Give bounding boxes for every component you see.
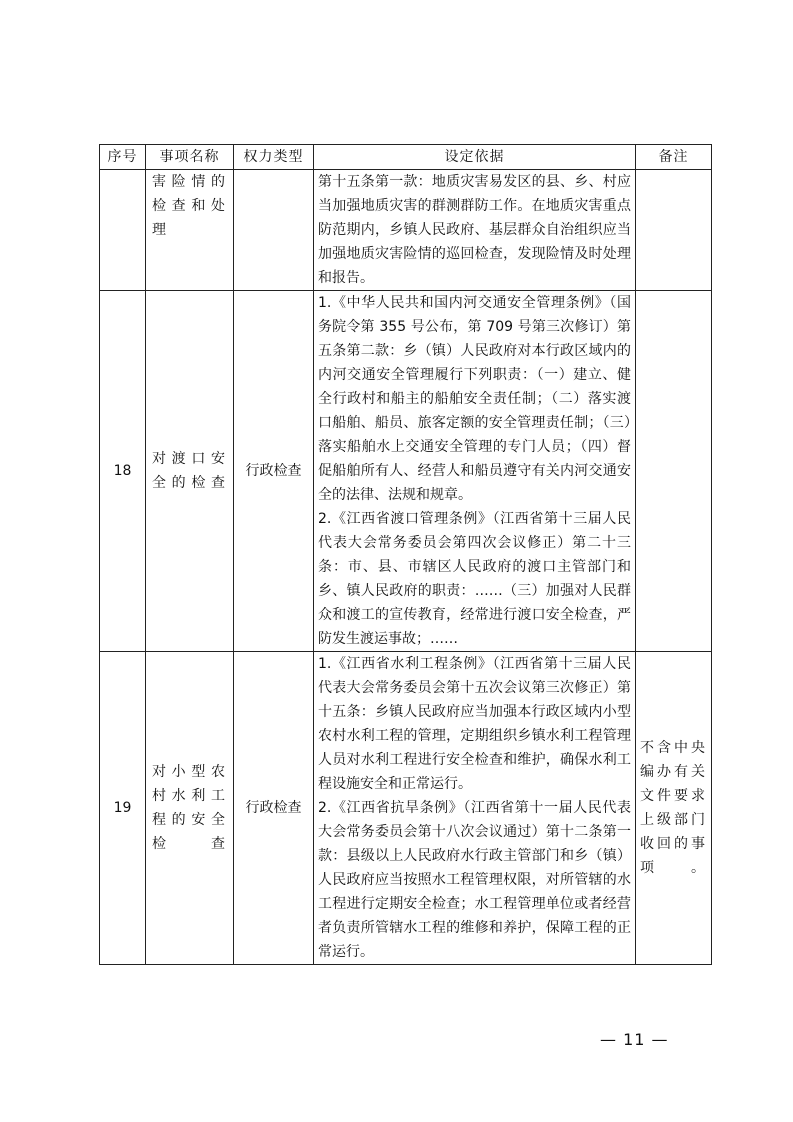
basis-paragraph: 1.《中华人民共和国内河交通安全管理条例》（国务院令第 355 号公布，第 709 号第三次修订）第五条第二款：乡（镇）人民政府对本行政区域内的内河交通安全管理履行下列职责：（一）建立、健全行政村和船主的船舶安全责任制；（二）落实渡口船舶、船员、旅客定额的安全管理责任制；（三）落实船舶水上交通安全管理的专门人员；（四）督促船舶所有人、经营人和船员遵守有关内河交通安全的法律、法规和规章。 [318,295,631,503]
remark: 不含中央编办有关文件要求上级部门收回的事项。 [636,652,712,965]
header-name: 事项名称 [146,145,234,170]
legal-basis [314,652,636,965]
remark [636,170,712,291]
table-row [100,170,712,291]
page-number: — 11 — [600,1030,669,1049]
item-name: 对小型农村水利工程的安全检查 [146,652,234,965]
header-row [100,145,712,170]
basis-paragraph: 1.《江西省水利工程条例》（江西省第十三届人民代表大会常务委员会第十五次会议第三次修正）第十五条：乡镇人民政府应当加强本行政区域内小型农村水利工程的管理，定期组织乡镇水利工程管理人员对水利工程进行安全检查和维护，确保水利工程设施安全和正常运行。 [318,656,631,792]
item-name: 害险情的检查和处理 [146,170,234,291]
header-no: 序号 [100,145,146,170]
power-list-table [99,144,712,965]
header-type: 权力类型 [234,145,314,170]
power-type: 行政检查 [234,291,314,652]
item-name: 对渡口安全的检查 [146,291,234,652]
table-row [100,652,712,965]
row-number: 18 [100,291,146,652]
basis-paragraph: 2.《江西省渡口管理条例》（江西省第十三届人民代表大会常务委员会第四次会议修正）第二十三条：市、县、市辖区人民政府的渡口主管部门和乡、镇人民政府的职责：……（三）加强对人民群众和渡工的宣传教育，经常进行渡口安全检查，严防发生渡运事故；…… [318,511,631,647]
row-number: 19 [100,652,146,965]
remark [636,291,712,652]
row-number [100,170,146,291]
power-type: 行政检查 [234,652,314,965]
basis-paragraph: 第十五条第一款：地质灾害易发区的县、乡、村应当加强地质灾害的群测群防工作。在地质灾害重点防范期内，乡镇人民政府、基层群众自治组织应当加强地质灾害险情的巡回检查，发现险情及时处理和报告。 [318,174,631,286]
legal-basis [314,170,636,291]
legal-basis [314,291,636,652]
power-type [234,170,314,291]
header-note: 备注 [636,145,712,170]
table-row [100,291,712,652]
basis-paragraph: 2.《江西省抗旱条例》（江西省第十一届人民代表大会常务委员会第十八次会议通过）第十二条第一款：县级以上人民政府水行政主管部门和乡（镇）人民政府应当按照水工程管理权限，对所管辖的水工程进行定期安全检查；水工程管理单位或者经营者负责所管辖水工程的维修和养护，保障工程的正常运行。 [318,800,631,960]
header-basis: 设定依据 [314,145,636,170]
